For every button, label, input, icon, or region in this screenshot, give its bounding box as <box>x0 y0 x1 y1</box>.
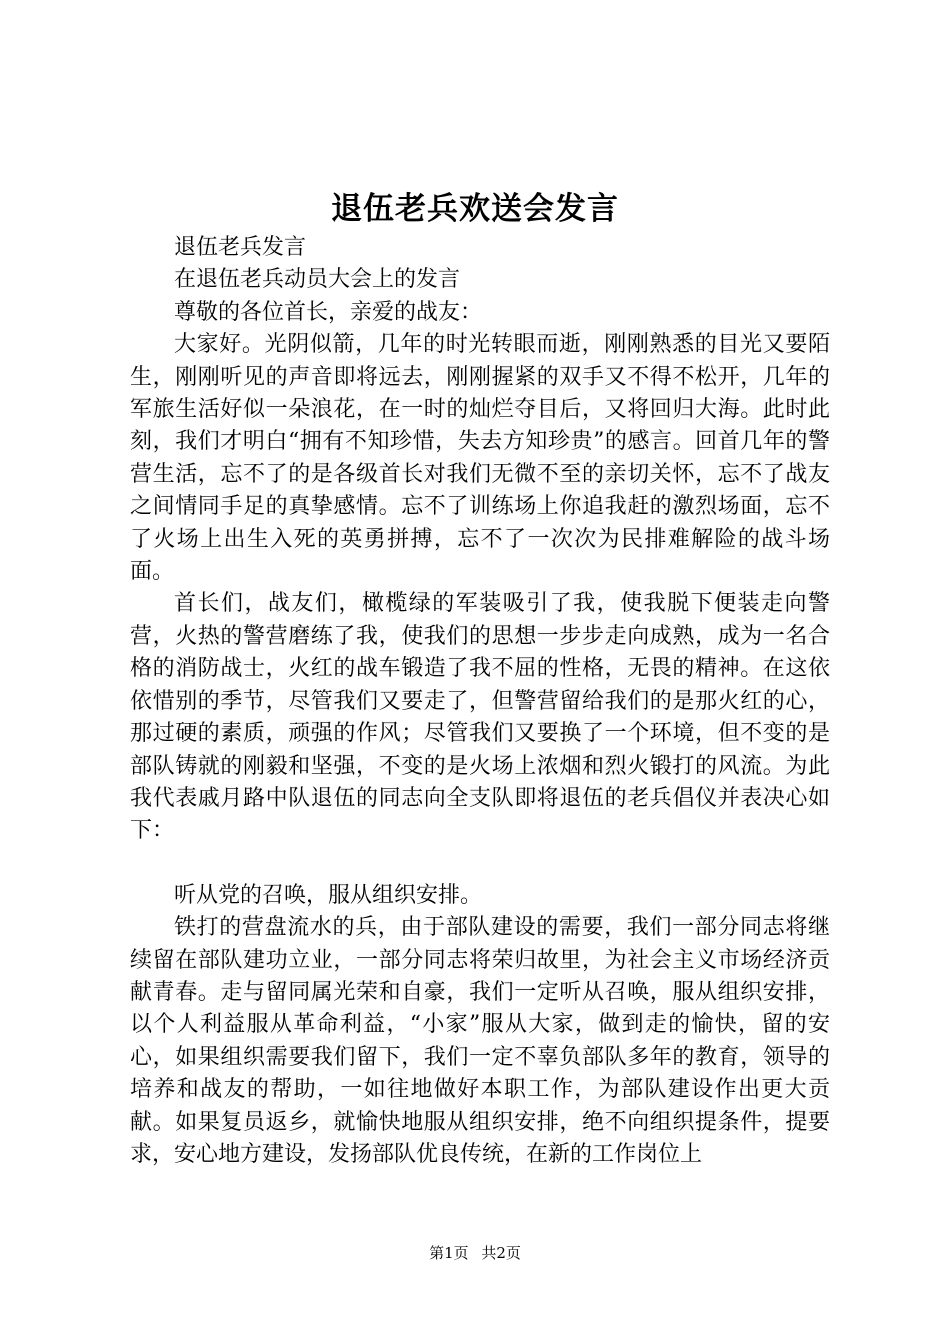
page-footer <box>0 1242 950 1264</box>
paragraph-salutation: 尊敬的各位首长，亲爱的战友： <box>174 299 483 325</box>
paragraph-occasion: 在退伍老兵动员大会上的发言 <box>174 267 461 293</box>
page-number: 第1页 <box>429 1244 469 1262</box>
page-title: 退伍老兵欢送会发言 <box>331 191 619 227</box>
page-total: 共2页 <box>481 1244 521 1262</box>
paragraph-heading-obey: 听从党的召唤，服从组织安排。 <box>174 882 483 908</box>
paragraph-obey-body: 铁打的营盘流水的兵，由于部队建设的需要，我们一部分同志将继续留在部队建功立业，一部分同志将荣归故里，为社会主义市场经济贡献青春。走与留同属光荣和自豪，我们一定听从召唤，服从组织安排，以个人利益服从革命利益，“小家”服从大家，做到走的愉快，留的安心，如果组织需要我们留下，我们一定不辜负部队多年的教育，领导的培养和战友的帮助，一如往地做好本职工作，为部队建设作出更大贡献。如果复员返乡，就愉快地服从组织安排，绝不向组织提条件，提要求，安心地方建设，发扬部队优良传统，在新的工作岗位上 <box>130 915 830 1167</box>
paragraph-resolution-intro: 首长们，战友们，橄榄绿的军装吸引了我，使我脱下便装走向警营，火热的警营磨练了我，使我们的思想一步步走向成熟，成为一名合格的消防战士，火红的战车锻造了我不屈的性格，无畏的精神。在这依依惜别的季节，尽管我们又要走了，但警营留给我们的是那火红的心，那过硬的素质，顽强的作风；尽管我们又要换了一个环境，但不变的是部队铸就的刚毅和坚强，不变的是火场上浓烟和烈火锻打的风流。为此我代表戚月路中队退伍的同志向全支队即将退伍的老兵倡仪并表决心如下： <box>130 591 830 844</box>
paragraph-greeting: 大家好。光阴似箭，几年的时光转眼而逝，刚刚熟悉的目光又要陌生，刚刚听见的声音即将远去，刚刚握紧的双手又不得不松开，几年的军旅生活好似一朵浪花，在一时的灿烂夺目后，又将回归大海。此时此刻，我们才明白“拥有不知珍惜，失去方知珍贵”的感言。回首几年的警营生活，忘不了的是各级首长对我们无微不至的亲切关怀，忘不了战友之间情同手足的真挚感情。忘不了训练场上你追我赶的激烈场面，忘不了火场上出生入死的英勇拼搏，忘不了一次次为民排难解险的战斗场面。 <box>130 332 830 585</box>
paragraph-subtitle: 退伍老兵发言 <box>174 235 307 260</box>
document-body <box>130 232 830 1171</box>
